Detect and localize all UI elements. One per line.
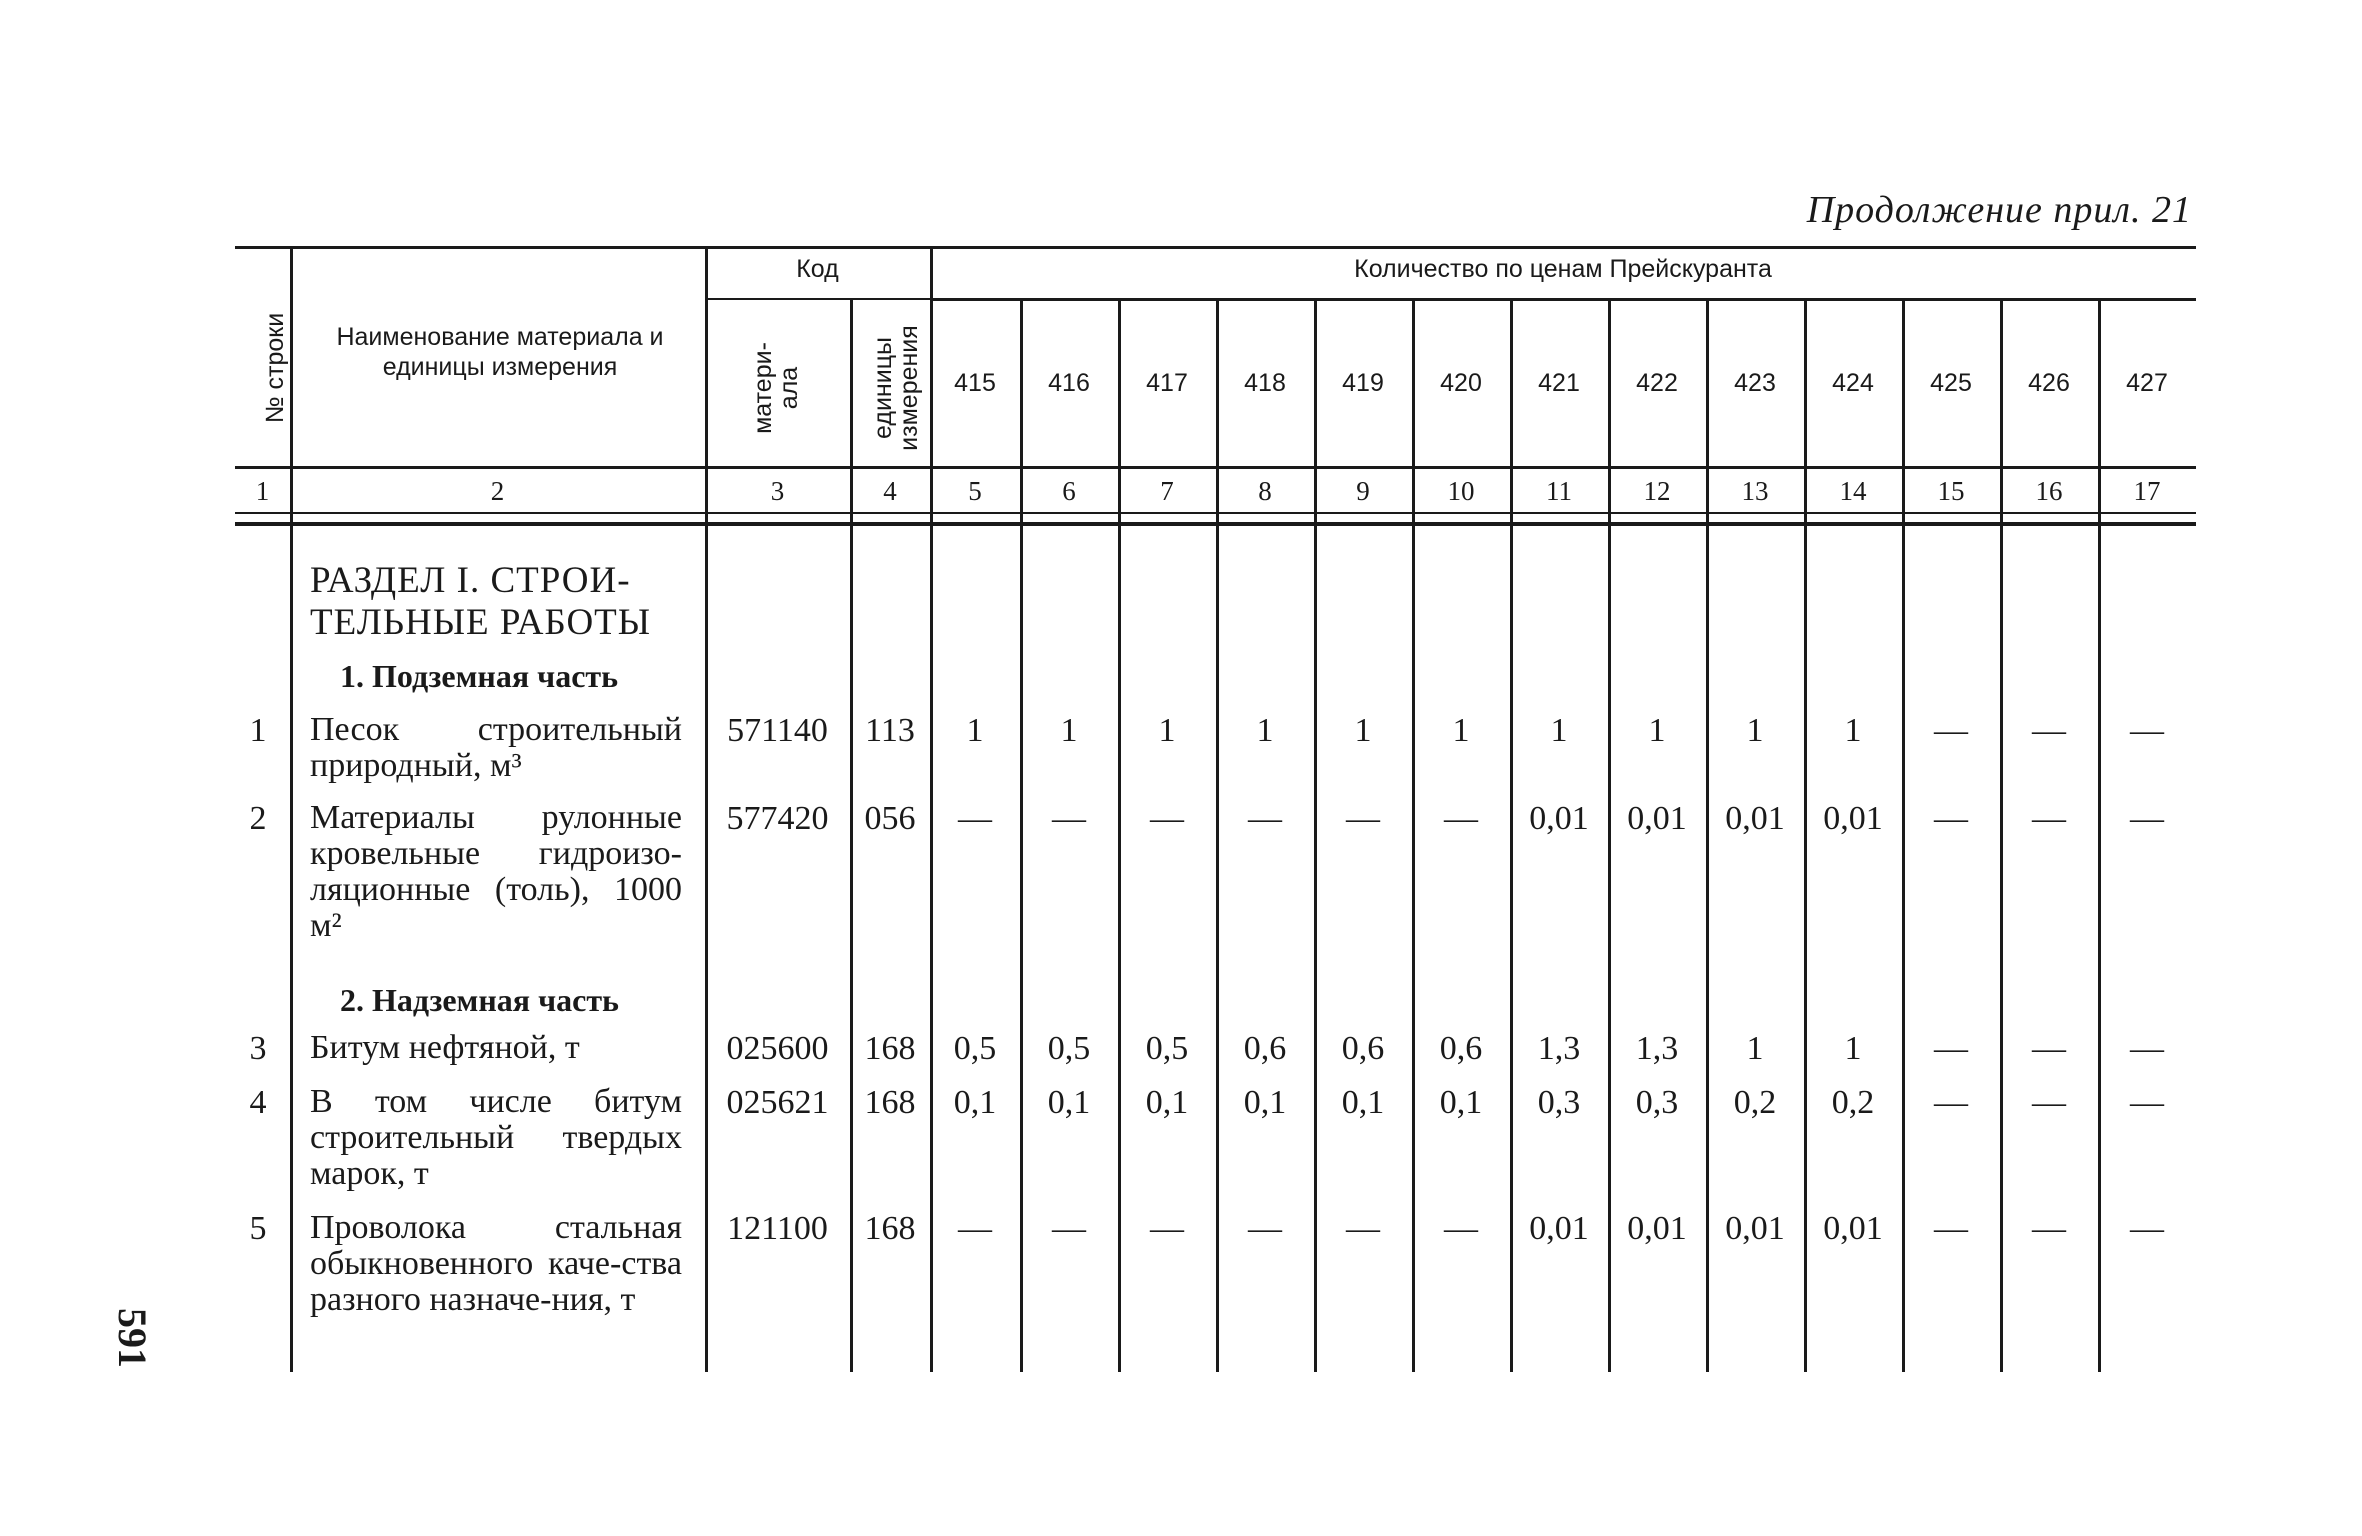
column-number: 6 [1062,476,1076,506]
column-number: 9 [1356,476,1370,506]
material-code: 025621 [726,1084,829,1121]
quantity-cell: 1 [1648,712,1666,749]
price-code: 422 [1636,369,1678,397]
column-number: 3 [770,476,785,506]
quantity-cell: 1 [1452,712,1470,749]
quantity-cell: 1 [1550,712,1568,749]
quantity-cell: 0,01 [1627,800,1687,837]
quantity-cell: — [2032,1084,2066,1121]
unit-code: 113 [865,712,915,749]
quantity-cell: — [1346,1210,1380,1247]
quantity-cell: 0,01 [1529,1210,1589,1247]
material-code: 121100 [727,1210,828,1247]
quantity-cell: 0,6 [1243,1030,1287,1067]
quantity-cell: 0,1 [1341,1084,1385,1121]
quantity-cell: 1 [1746,1030,1764,1067]
unit-code: 168 [864,1084,916,1121]
price-code: 425 [1930,369,1972,397]
subsection-aboveground: 2. Надземная часть [340,982,619,1018]
quantity-cell: 0,2 [1831,1084,1875,1121]
quantity-cell: 1 [1844,1030,1862,1067]
price-code: 418 [1244,369,1286,397]
code-material-header: матери- ала [749,342,803,434]
column-number: 13 [1741,476,1769,506]
subsection-underground: 1. Подземная часть [340,658,619,694]
quantity-cell: 0,1 [953,1084,997,1121]
material-name: Песок строительный природный, м³ [310,711,682,784]
price-code: 426 [2028,369,2070,397]
row-number: 1 [249,712,267,749]
column-number: 1 [255,476,270,506]
quantity-cell: 0,6 [1439,1030,1483,1067]
price-code: 420 [1440,369,1482,397]
quantity-cell: — [1444,1210,1478,1247]
material-name: Материалы рулонные кровельные гидроизо-ляционные (толь), 1000 м² [310,799,682,944]
quantity-cell: — [1248,1210,1282,1247]
price-code: 421 [1538,369,1580,397]
quantity-cell: — [1248,800,1282,837]
quantity-cell: 0,3 [1635,1084,1679,1121]
quantity-cell: 0,2 [1733,1084,1777,1121]
rule [235,246,2196,249]
code-unit-header: единицы измерения [869,325,923,451]
quantity-cell: 1 [1354,712,1372,749]
quantity-cell: — [2130,1084,2164,1121]
column-number: 7 [1160,476,1174,506]
quantity-cell: 0,5 [1145,1030,1189,1067]
quantity-cell: — [1934,1030,1968,1067]
row-number: 4 [249,1084,267,1121]
material-code: 025600 [726,1030,829,1067]
quantity-cell: — [2130,800,2164,837]
material-name: В том числе битум строительный твердых марок, т [310,1083,682,1192]
quantity-cell: 0,01 [1725,800,1785,837]
section-title: РАЗДЕЛ I. СТРОИ- ТЕЛЬНЫЕ РАБОТЫ [310,560,652,643]
material-code: 577420 [726,800,829,837]
column-number: 5 [968,476,982,506]
quantity-cell: 0,01 [1823,800,1883,837]
quantity-cell: — [2032,1210,2066,1247]
quantity-header: Количество по ценам Прейскуранта [1354,255,1772,283]
rule [290,246,293,1372]
price-code: 417 [1146,369,1188,397]
unit-code: 056 [864,800,916,837]
material-name: Проволока стальная обыкновенного каче-ства разного назначе-ния, т [310,1209,682,1318]
quantity-cell: 0,5 [953,1030,997,1067]
quantity-cell: 0,01 [1725,1210,1785,1247]
quantity-cell: — [1052,800,1086,837]
row-number: 5 [249,1210,267,1247]
quantity-cell: 1,3 [1537,1030,1581,1067]
name-header: Наименование материала и единицы измерения [336,323,664,381]
material-code: 571140 [727,712,828,749]
quantity-cell: — [958,800,992,837]
price-code: 415 [954,369,996,397]
quantity-cell: 0,01 [1627,1210,1687,1247]
column-number: 16 [2035,476,2063,506]
quantity-cell: — [1150,800,1184,837]
quantity-cell: 0,1 [1439,1084,1483,1121]
quantity-cell: — [1150,1210,1184,1247]
material-name: Битум нефтяной, т [310,1029,580,1066]
unit-code: 168 [864,1210,916,1247]
column-number: 14 [1839,476,1867,506]
quantity-cell: 0,1 [1243,1084,1287,1121]
column-number: 17 [2133,476,2161,506]
quantity-cell: — [1444,800,1478,837]
row-number: 2 [249,800,267,837]
row-number: 3 [249,1030,267,1067]
quantity-cell: 0,6 [1341,1030,1385,1067]
quantity-cell: — [2032,800,2066,837]
quantity-cell: — [2032,1030,2066,1067]
page-number: 591 [110,1308,155,1368]
quantity-cell: — [1346,800,1380,837]
quantity-cell: 1 [1844,712,1862,749]
price-code: 424 [1832,369,1874,397]
quantity-cell: 1 [1158,712,1176,749]
quantity-cell: 0,1 [1145,1084,1189,1121]
quantity-cell: — [1934,800,1968,837]
column-number: 4 [883,476,897,506]
column-number: 12 [1643,476,1671,506]
row-number-header: № строки [261,312,289,424]
column-number: 10 [1447,476,1475,506]
rule [705,298,930,300]
quantity-cell: 1 [966,712,984,749]
quantity-cell: 0,5 [1047,1030,1091,1067]
quantity-cell: — [2130,1030,2164,1067]
quantity-cell: — [1934,1084,1968,1121]
price-code: 416 [1048,369,1090,397]
price-code: 427 [2126,369,2168,397]
quantity-cell: 1,3 [1635,1030,1679,1067]
quantity-cell: — [1052,1210,1086,1247]
column-number: 15 [1937,476,1965,506]
quantity-cell: 1 [1060,712,1078,749]
quantity-cell: — [2130,1210,2164,1247]
quantity-cell: 0,3 [1537,1084,1581,1121]
quantity-cell: — [1934,712,1968,749]
column-number: 11 [1546,476,1572,506]
price-code: 423 [1734,369,1776,397]
quantity-cell: 0,01 [1529,800,1589,837]
quantity-cell: 1 [1746,712,1764,749]
price-code: 419 [1342,369,1384,397]
quantity-cell: — [2032,712,2066,749]
quantity-cell: — [2130,712,2164,749]
unit-code: 168 [864,1030,916,1067]
quantity-cell: 0,1 [1047,1084,1091,1121]
column-number: 2 [490,476,505,506]
code-header: Код [796,255,839,283]
quantity-cell: — [958,1210,992,1247]
quantity-cell: 0,01 [1823,1210,1883,1247]
continuation-label: Продолжение прил. 21 [1806,189,2192,231]
quantity-cell: — [1934,1210,1968,1247]
quantity-cell: 1 [1256,712,1274,749]
column-number: 8 [1258,476,1272,506]
